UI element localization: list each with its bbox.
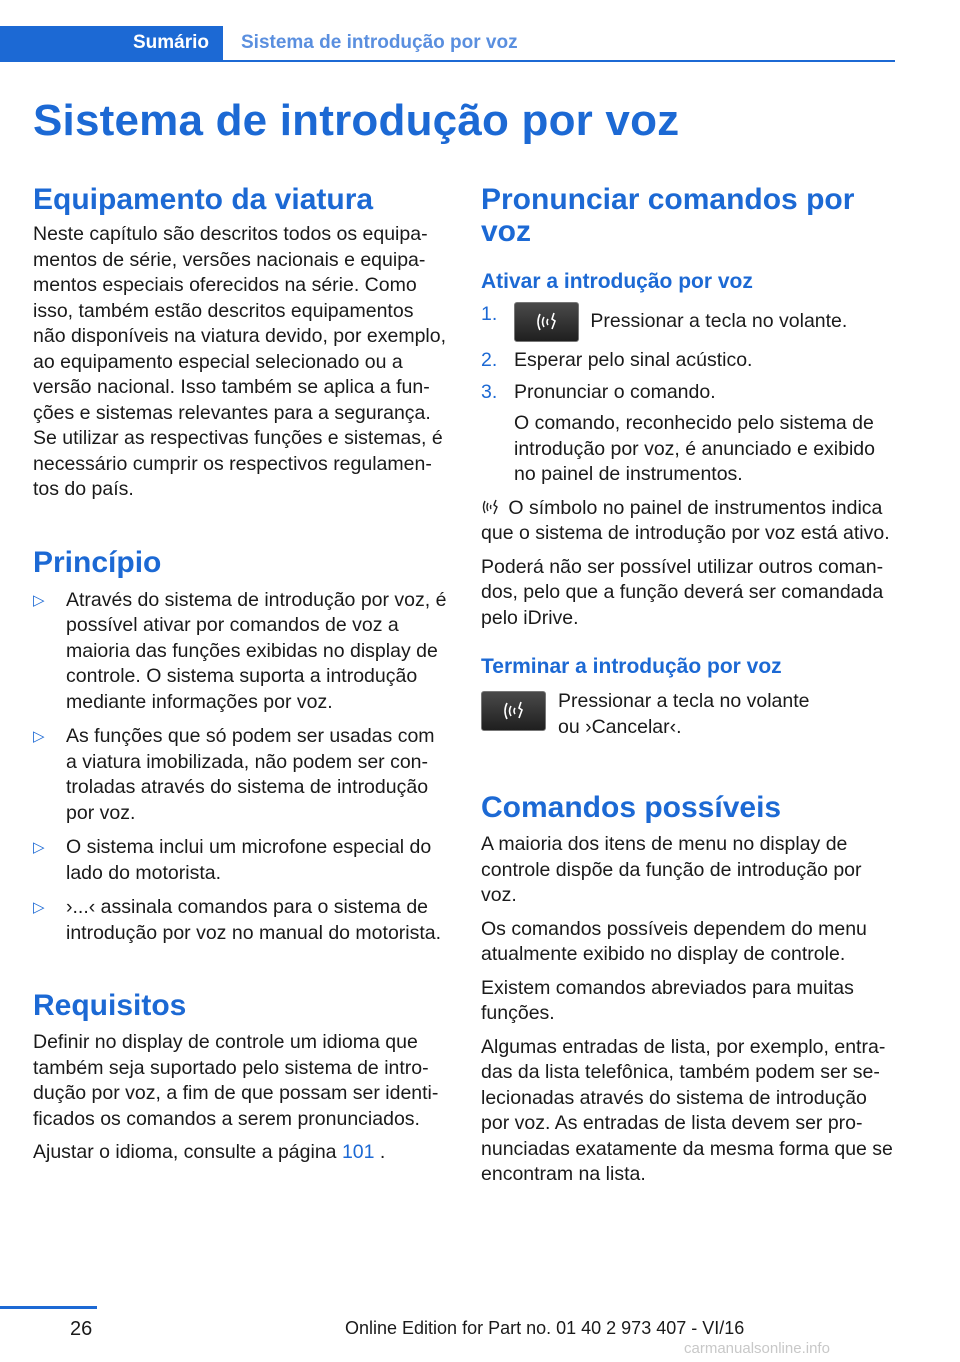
commands-text-1: A maioria dos itens de menu no display de controle dispõe da função de introdução por voz.: [481, 833, 862, 906]
list-item: ▷ As funções que só podem ser usadas com a viatura imobilizada, não podem ser controladas através do sistema de introdução por voz.: [33, 725, 435, 824]
commands-heading: Comandos possíveis: [481, 791, 782, 824]
header-bar: [0, 26, 895, 62]
voice-key-icon: [481, 691, 546, 731]
tab-chapter[interactable]: Sistema de introdução por voz: [241, 32, 518, 53]
list-item: 2. Esperar pelo sinal acústico.: [481, 349, 753, 371]
principle-list: [33, 588, 448, 947]
voice-key-icon: [514, 302, 579, 342]
end-heading: Terminar a introdução por voz: [481, 655, 782, 678]
page-title: Sistema de introdução por voz: [33, 96, 680, 145]
equipment-heading: Equipamento da viatura: [33, 183, 374, 216]
commands-text-2: Os comandos possíveis dependem do menu atualmente exibido no display de controle.: [481, 917, 867, 965]
commands-text-3: Existem comandos abreviados para muitas funções.: [481, 976, 854, 1024]
left-column: [33, 184, 448, 1166]
triangle-bullet-icon: ▷: [33, 899, 45, 916]
list-item: ▷ ›...‹ assinala comandos para o sistema de introdução por voz no manual do motorista.: [33, 896, 442, 944]
idrive-text: Poderá não ser possível utilizar outros comandos, pelo que a função deverá ser comandada pelo iDrive.: [481, 555, 884, 629]
list-item: 1. Pressionar a tecla no volante.: [481, 302, 896, 342]
requirements-language-text: Ajustar o idioma, consulte a página 101 .: [33, 1141, 386, 1163]
tab-summary[interactable]: Sumário: [0, 26, 223, 60]
requirements-heading: Requisitos: [33, 989, 187, 1022]
voice-symbol-icon: [481, 497, 503, 517]
commands-text-4: Algumas entradas de lista, por exemplo, entradas da lista telefônica, também podem ser selecionadas através do sistema de introdução por voz. As entradas de lista devem ser pronunciadas exatamente da mesma forma que se encontram na lista.: [481, 1035, 893, 1185]
right-column: [481, 184, 896, 1188]
triangle-bullet-icon: ▷: [33, 728, 45, 745]
list-item: ▷ Através do sistema de introdução por voz, é possível ativar por comandos de voz a maioria das funções exibidas no display de controle. O sistema suporta a introdução mediante informações por voz.: [33, 588, 447, 713]
page-number: 26: [70, 1318, 93, 1340]
principle-heading: Princípio: [33, 545, 162, 579]
step3-detail: O comando, reconhecido pelo sistema de introdução por voz, é anunciado e exibido no painel de instrumentos.: [514, 412, 875, 485]
triangle-bullet-icon: ▷: [33, 839, 45, 856]
header-divider: [0, 60, 895, 62]
triangle-bullet-icon: ▷: [33, 591, 45, 609]
list-item: 3. Pronunciar o comando. O comando, reconhecido pelo sistema de introdução por voz, é anunciado e exibido no painel de instrumentos.: [481, 380, 896, 488]
symbol-text: O símbolo no painel de instrumentos indica que o sistema de introdução por voz está ativo.: [481, 496, 890, 544]
activate-steps: [481, 302, 896, 488]
activate-heading: Ativar a introdução por voz: [481, 270, 753, 293]
edition-text: Online Edition for Part no. 01 40 2 973 407 - VI/16: [345, 1318, 745, 1338]
watermark: carmanualsonline.info: [684, 1340, 830, 1357]
equipment-text: Neste capítulo são descritos todos os equipamentos de série, versões nacionais e equipamentos especiais oferecidos na série. Como isso, também estão descritos equipamentos não disponíveis na viatura devido, por exemplo, ao equipamento especial selecionado ou a versão nacional. Isso também se aplica a funções e sistemas relevantes para a segurança. Se utilizar as respectivas funções e sistemas, é necessário cumprir os respectivos regulamentos do país.: [33, 223, 447, 500]
requirements-text: Definir no display de controle um idioma que também seja suportado pelo sistema de introdução por voz, a fim de que possam ser identificados os comandos a serem pronunciados.: [33, 1031, 439, 1130]
list-item: ▷ O sistema inclui um microfone especial do lado do motorista.: [33, 836, 432, 884]
pronounce-heading: Pronunciar comandos por voz: [481, 183, 855, 248]
footer-divider: [0, 1306, 97, 1309]
page-link[interactable]: 101: [341, 1141, 375, 1163]
end-instruction: Pressionar a tecla no volante ou ›Cancelar‹.: [481, 689, 896, 740]
